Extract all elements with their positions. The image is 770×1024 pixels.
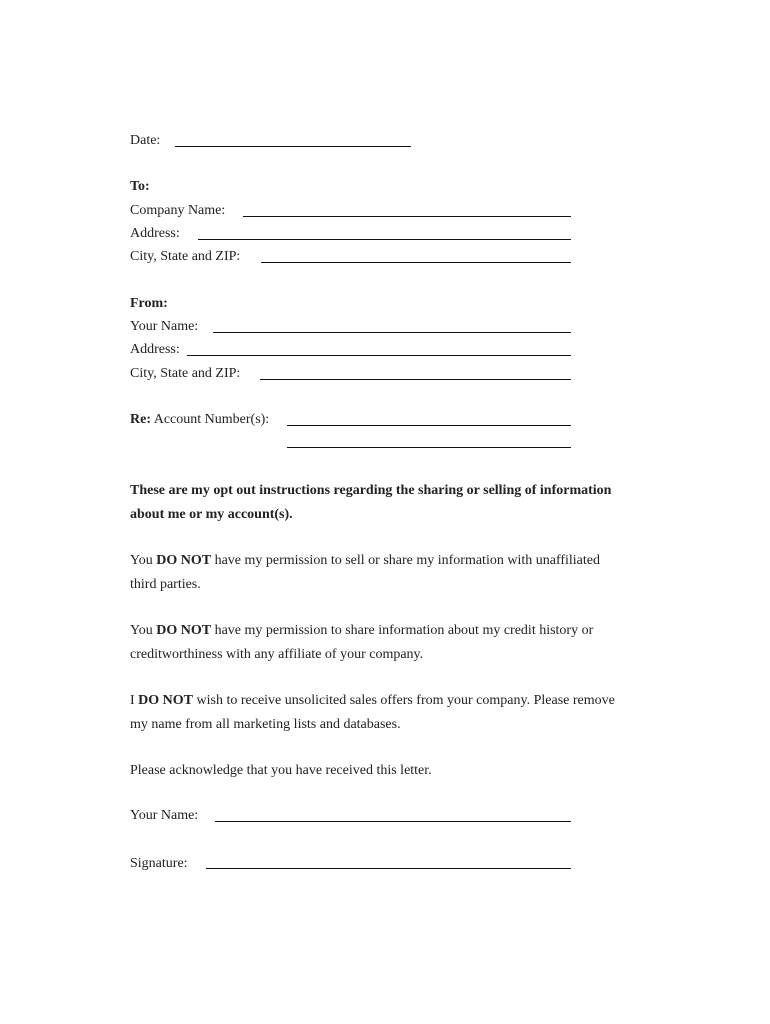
from-name-line[interactable] bbox=[213, 332, 571, 333]
date-label: Date: bbox=[130, 133, 161, 148]
p2-post: have my permission to share information about my credit history or bbox=[211, 623, 594, 638]
instructions-line-2: about me or my account(s). bbox=[130, 506, 293, 522]
p1-post: have my permission to sell or share my information with unaffiliated bbox=[211, 553, 600, 568]
instructions-paragraph bbox=[130, 479, 660, 526]
to-heading: To: bbox=[130, 179, 150, 194]
p1-pre: You bbox=[130, 553, 157, 568]
instructions-line-1: These are my opt out instructions regarding the sharing or selling of information bbox=[130, 483, 612, 498]
p3-post: wish to receive unsolicited sales offers from your company. Please remove bbox=[193, 693, 615, 708]
acknowledge-text: Please acknowledge that you have received this letter. bbox=[130, 763, 432, 778]
re-heading: Re: bbox=[130, 412, 151, 427]
to-city-line[interactable] bbox=[261, 262, 571, 263]
paragraph-sales-offers bbox=[130, 689, 660, 736]
closing-name-label: Your Name: bbox=[130, 808, 199, 823]
re-account-line-1[interactable] bbox=[287, 425, 571, 426]
signature-label: Signature: bbox=[130, 856, 188, 871]
from-city-label: City, State and ZIP: bbox=[130, 366, 241, 381]
p2-pre: You bbox=[130, 623, 157, 638]
paragraph-credit-history bbox=[130, 619, 660, 666]
paragraph-sell-share bbox=[130, 549, 660, 596]
from-heading: From: bbox=[130, 296, 168, 311]
p3-pre: I bbox=[130, 693, 139, 708]
from-city-line[interactable] bbox=[260, 379, 571, 380]
from-name-label: Your Name: bbox=[130, 319, 199, 334]
to-address-label: Address: bbox=[130, 226, 180, 241]
from-address-line[interactable] bbox=[187, 355, 571, 356]
p2-bold: DO NOT bbox=[156, 623, 212, 638]
closing-name-line[interactable] bbox=[215, 821, 571, 822]
p2-line-2: creditworthiness with any affiliate of your company. bbox=[130, 646, 424, 662]
date-line[interactable] bbox=[175, 146, 411, 147]
signature-line[interactable] bbox=[206, 868, 571, 869]
to-company-line[interactable] bbox=[243, 216, 571, 217]
p3-line-2: my name from all marketing lists and databases. bbox=[130, 716, 401, 732]
from-address-label: Address: bbox=[130, 342, 180, 357]
p1-bold: DO NOT bbox=[156, 553, 212, 568]
to-address-line[interactable] bbox=[198, 239, 571, 240]
p1-line-2: third parties. bbox=[130, 576, 201, 592]
to-company-label: Company Name: bbox=[130, 203, 226, 218]
re-account-line-2[interactable] bbox=[287, 447, 571, 448]
p3-bold: DO NOT bbox=[138, 693, 194, 708]
re-account-label: Account Number(s): bbox=[153, 412, 270, 427]
to-city-label: City, State and ZIP: bbox=[130, 249, 241, 264]
